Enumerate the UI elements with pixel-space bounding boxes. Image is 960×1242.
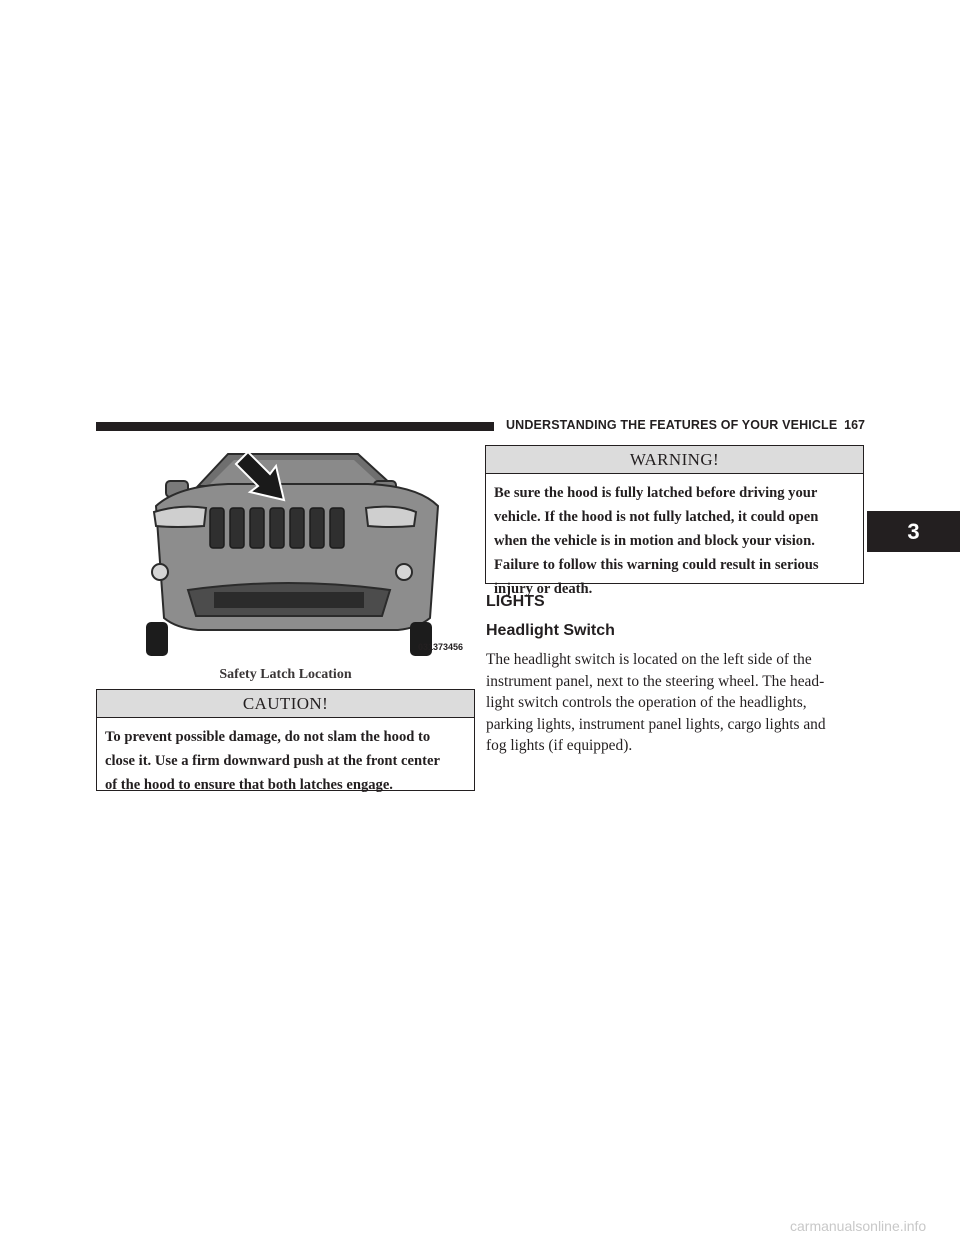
warning-line: injury or death. — [494, 581, 593, 597]
section-heading: LIGHTS — [486, 593, 545, 610]
warning-line: Be sure the hood is fully latched before driving your — [494, 485, 818, 501]
paragraph-line: instrument panel, next to the steering wheel. The head- — [486, 672, 825, 690]
paragraph-line: The headlight switch is located on the left side of the — [486, 651, 812, 668]
warning-line: when the vehicle is in motion and block your vision. — [494, 533, 815, 549]
footer-watermark: carmanualsonline.info — [790, 1218, 927, 1234]
caution-line: To prevent possible damage, do not slam the hood to — [105, 729, 431, 745]
page-number: 167 — [844, 418, 865, 432]
figure-caption: Safety Latch Location — [219, 667, 352, 682]
paragraph-line: parking lights, instrument panel lights, cargo lights and — [486, 715, 826, 733]
paragraph-line: fog lights (if equipped). — [486, 737, 633, 755]
warning-line: Failure to follow this warning could result in serious — [494, 557, 819, 573]
caution-line: close it. Use a firm downward push at the front center — [105, 753, 440, 769]
warning-box — [485, 445, 864, 597]
warning-title: WARNING! — [486, 446, 863, 474]
header-rule — [96, 422, 494, 431]
caution-line: of the hood to ensure that both latches engage. — [105, 777, 393, 793]
chapter-tab: 3 — [867, 511, 960, 552]
caution-title: CAUTION! — [97, 690, 474, 718]
vehicle-front-illustration — [118, 446, 474, 656]
running-header: UNDERSTANDING THE FEATURES OF YOUR VEHICLE — [506, 418, 838, 432]
paragraph-line: light switch controls the operation of the headlights, — [486, 694, 807, 712]
body-paragraph — [486, 649, 864, 757]
caution-box — [96, 689, 475, 791]
subsection-heading: Headlight Switch — [486, 622, 615, 639]
figure-id: 031373456 — [418, 642, 464, 652]
warning-text — [486, 474, 863, 601]
caution-text — [97, 718, 474, 797]
warning-line: vehicle. If the hood is not fully latched, it could open — [494, 509, 819, 525]
